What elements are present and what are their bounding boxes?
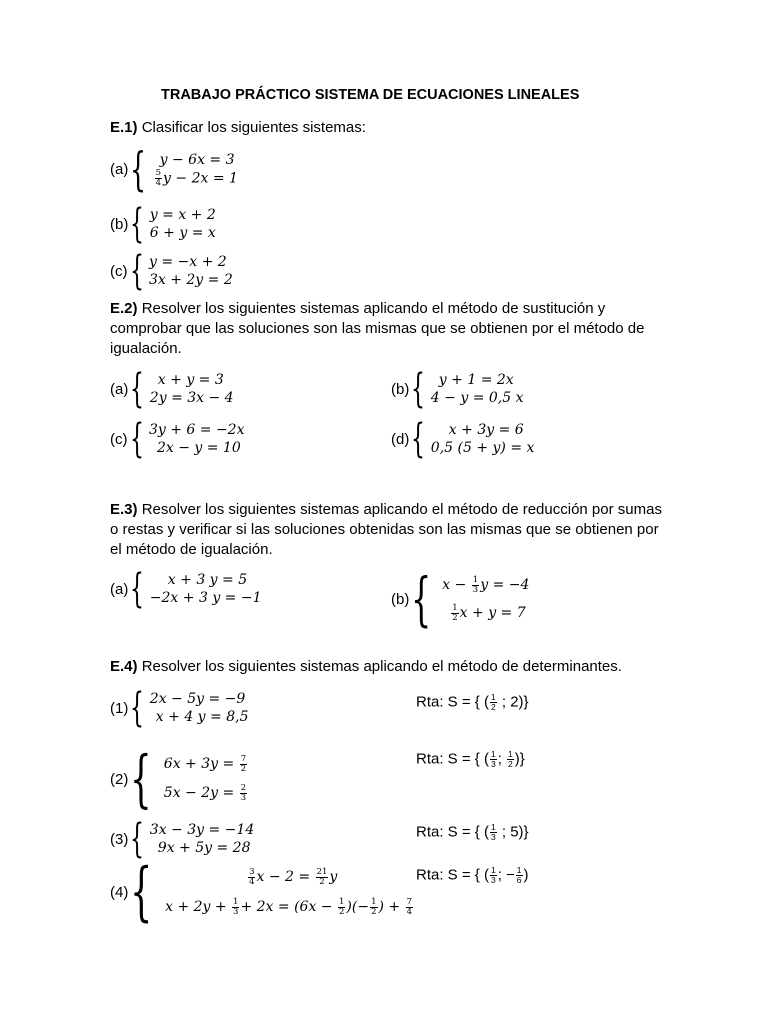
system-equations bbox=[150, 206, 216, 242]
system-equations bbox=[150, 571, 262, 607]
page-title: TRABAJO PRÁCTICO SISTEMA DE ECUACIONES LINEALES bbox=[161, 87, 580, 103]
equation-2: x + 2y + $\frac{1}{3}$ + 2x = (6x − $\frac{1}{2}$ )(− $\frac{1}{2}$ ) + $\frac{7}{4}$ bbox=[165, 896, 413, 917]
answer-4: Rta: S = { ( $\frac{1}{3}$ ; − $\frac{1}{6}$ ) bbox=[416, 865, 529, 885]
system-equations bbox=[150, 371, 234, 407]
e4-heading: E.4) bbox=[110, 658, 138, 675]
answer-1: Rta: S = { ( $\frac{1}{2}$ ; 2)} bbox=[416, 692, 529, 712]
equation-1: 3y + 6 = −2x bbox=[148, 422, 245, 438]
brace-icon: { bbox=[411, 416, 426, 462]
system-equations bbox=[154, 151, 238, 188]
e2-system-d bbox=[391, 416, 535, 462]
fraction: $\frac{1}{3}$ bbox=[490, 749, 496, 769]
e1-system-a bbox=[110, 142, 238, 196]
answer-2: Rta: S = { ( $\frac{1}{3}$ ; $\frac{1}{2}$ )} bbox=[416, 749, 525, 769]
brace-icon: { bbox=[129, 248, 144, 294]
system-label: (c) bbox=[110, 262, 128, 280]
e4-system-2 bbox=[110, 742, 248, 815]
equation-2: 2y = 3x − 4 bbox=[149, 390, 234, 406]
equation-1: x + 3 y = 5 bbox=[167, 572, 248, 588]
system-equations bbox=[442, 571, 529, 627]
equation-1: x + 3y = 6 bbox=[448, 422, 524, 438]
e4-system-4 bbox=[110, 855, 414, 929]
fraction: $\frac{3}{4}$ bbox=[249, 866, 255, 887]
fraction: $\frac{1}{2}$ bbox=[490, 692, 496, 712]
brace-icon: { bbox=[130, 142, 147, 196]
e2-heading: E.2) bbox=[110, 300, 138, 317]
fraction: $\frac{1}{6}$ bbox=[516, 865, 522, 885]
equation-1: x − $\frac{1}{3}$ y = −4 bbox=[442, 574, 530, 595]
system-label: (d) bbox=[391, 430, 410, 448]
system-label: (a) bbox=[110, 380, 129, 398]
brace-icon: { bbox=[130, 366, 145, 412]
system-label: (a) bbox=[110, 160, 129, 178]
e3-header bbox=[110, 500, 670, 560]
system-label: (b) bbox=[391, 380, 410, 398]
brace-icon: { bbox=[411, 565, 432, 633]
equation-2: 0,5 (5 + y) = x bbox=[430, 440, 535, 456]
equation-2: x + 4 y = 8,5 bbox=[155, 709, 249, 725]
system-label: (c) bbox=[110, 430, 128, 448]
system-equations bbox=[149, 421, 245, 457]
system-equations bbox=[150, 690, 249, 726]
system-label: (4) bbox=[110, 883, 129, 901]
equation-1: 3x − 3y = −14 bbox=[149, 822, 255, 838]
fraction: $\frac{21}{2}$ bbox=[316, 866, 328, 887]
fraction: $\frac{1}{3}$ bbox=[490, 865, 496, 885]
equation-2: $\frac{5}{4}$ y − 2x = 1 bbox=[155, 167, 238, 188]
brace-icon: { bbox=[130, 742, 153, 815]
fraction: $\frac{1}{3}$ bbox=[233, 896, 239, 917]
brace-icon: { bbox=[130, 566, 145, 612]
system-equations bbox=[431, 371, 524, 407]
system-label: (b) bbox=[391, 590, 410, 608]
e4-instructions: Resolver los siguientes sistemas aplicando el método de determinantes. bbox=[141, 658, 622, 675]
e4-header bbox=[110, 657, 622, 677]
e3-heading: E.3) bbox=[110, 501, 138, 518]
brace-icon: { bbox=[130, 201, 145, 247]
fraction: $\frac{1}{2}$ bbox=[339, 896, 345, 917]
fraction: $\frac{1}{3}$ bbox=[472, 574, 479, 595]
equation-2: −2x + 3 y = −1 bbox=[149, 590, 262, 606]
equation-1: x + y = 3 bbox=[157, 372, 224, 388]
system-equations bbox=[164, 750, 248, 808]
fraction: $\frac{2}{3}$ bbox=[240, 782, 247, 803]
equation-2: 9x + 5y = 28 bbox=[157, 840, 251, 856]
equation-2: 3x + 2y = 2 bbox=[148, 272, 233, 288]
e3-instructions: Resolver los siguientes sistemas aplicando el método de reducción por sumas o restas y verificar si las soluciones obtenidas son las mismas que se obtienen por el método de igualación. bbox=[110, 501, 662, 558]
e2-instructions: Resolver los siguientes sistemas aplicando el método de sustitución y comprobar que las soluciones son las mismas que se obtienen por el método de igualación. bbox=[110, 300, 645, 357]
fraction: $\frac{7}{2}$ bbox=[240, 753, 247, 774]
fraction: $\frac{1}{3}$ bbox=[490, 822, 496, 842]
equation-1: y = x + 2 bbox=[149, 207, 216, 223]
e1-heading: E.1) bbox=[110, 119, 138, 136]
system-equations bbox=[150, 821, 254, 857]
answer-3: Rta: S = { ( $\frac{1}{3}$ ; 5)} bbox=[416, 822, 529, 842]
e3-system-b bbox=[391, 565, 530, 633]
e2-system-b bbox=[391, 366, 524, 412]
e3-system-a bbox=[110, 566, 262, 612]
fraction: $\frac{1}{2}$ bbox=[452, 602, 458, 623]
e4-system-1 bbox=[110, 685, 249, 731]
e1-system-c bbox=[110, 248, 233, 294]
equation-1: $\frac{3}{4}$ x − 2 = $\frac{21}{2}$ y bbox=[249, 866, 338, 887]
e4-system-3 bbox=[110, 816, 255, 862]
fraction: $\frac{1}{2}$ bbox=[371, 896, 377, 917]
equation-2: $\frac{1}{2}$ x + y = 7 bbox=[452, 602, 526, 623]
e2-header bbox=[110, 299, 670, 359]
e1-instructions: Clasificar los siguientes sistemas: bbox=[141, 119, 366, 136]
equation-2: 4 − y = 0,5 x bbox=[430, 390, 524, 406]
fraction: $\frac{5}{4}$ bbox=[155, 167, 162, 188]
system-label: (3) bbox=[110, 830, 129, 848]
equation-2: 2x − y = 10 bbox=[156, 440, 241, 456]
system-label: (1) bbox=[110, 699, 129, 717]
e1-system-b bbox=[110, 201, 216, 247]
equation-1: y + 1 = 2x bbox=[438, 372, 514, 388]
system-label: (b) bbox=[110, 215, 129, 233]
brace-icon: { bbox=[129, 416, 144, 462]
equation-1: y − 6x = 3 bbox=[159, 151, 235, 168]
equation-1: 6x + 3y = $\frac{7}{2}$ bbox=[163, 753, 247, 774]
system-equations bbox=[149, 253, 233, 289]
fraction: $\frac{1}{2}$ bbox=[508, 749, 513, 769]
system-equations bbox=[431, 421, 535, 457]
system-label: (2) bbox=[110, 770, 129, 788]
brace-icon: { bbox=[130, 685, 145, 731]
brace-icon: { bbox=[130, 816, 145, 862]
equation-1: 2x − 5y = −9 bbox=[149, 691, 246, 707]
system-equations bbox=[165, 862, 414, 922]
e2-system-a bbox=[110, 366, 234, 412]
e1-header bbox=[110, 118, 366, 138]
fraction: $\frac{7}{4}$ bbox=[406, 896, 413, 917]
e2-system-c bbox=[110, 416, 245, 462]
brace-icon: { bbox=[130, 855, 153, 929]
equation-1: y = −x + 2 bbox=[148, 254, 227, 270]
equation-2: 5x − 2y = $\frac{2}{3}$ bbox=[163, 782, 247, 803]
equation-2: 6 + y = x bbox=[149, 225, 216, 241]
brace-icon: { bbox=[411, 366, 426, 412]
system-label: (a) bbox=[110, 580, 129, 598]
